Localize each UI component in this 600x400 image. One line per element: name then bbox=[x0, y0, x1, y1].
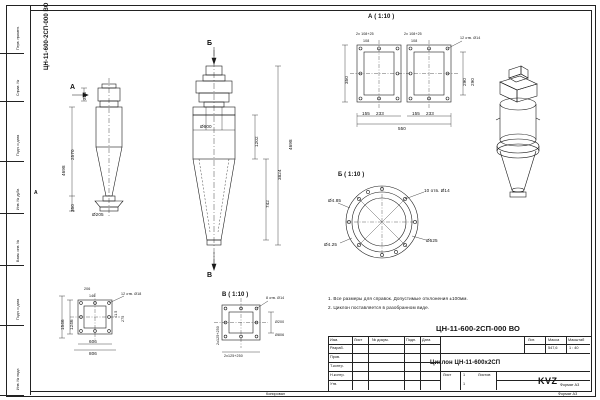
dim-a-290-a: 290 bbox=[462, 78, 467, 86]
sidebar-label-2: Подп. и дата bbox=[16, 134, 20, 156]
dim-main-4698: 4698 bbox=[288, 139, 293, 150]
dim-v-146: 146 bbox=[89, 294, 96, 298]
title-block-drawing-number: ЦН-11-600-2СП-000 ВО bbox=[436, 324, 520, 333]
dim-a-233-left: 233 bbox=[376, 111, 384, 116]
dim-v-1246: 1246 bbox=[69, 319, 74, 330]
tb-line bbox=[440, 371, 590, 372]
tb-sheets-value: 1 bbox=[463, 382, 466, 386]
tb-line bbox=[404, 336, 405, 390]
dim-v-275: 275 bbox=[121, 315, 125, 322]
view-letter-a-arrow: А bbox=[70, 84, 76, 91]
tb-role-tkontr: Т.контр. bbox=[330, 364, 344, 368]
dim-v-12-holes: 12 отв. Ø18 bbox=[121, 292, 142, 296]
tb-col-podp: Подп. bbox=[406, 338, 417, 342]
sidebar-label-3: Инв. № дубл. bbox=[16, 187, 20, 210]
tb-head-masshtab: Масштаб bbox=[568, 338, 585, 342]
tb-line bbox=[328, 380, 440, 381]
tb-line bbox=[440, 353, 590, 354]
dim-v-415: 41.5 bbox=[114, 310, 118, 318]
dim-main-1202: 1202 bbox=[254, 136, 259, 147]
dim-a-155-left: 155 bbox=[362, 111, 370, 116]
dim-v-806: 806 bbox=[89, 351, 97, 356]
dim-vd-2x125-250-bottom: 2х125+250 bbox=[224, 354, 243, 358]
tb-line bbox=[328, 362, 440, 363]
note-line-2: 2. Циклон поставляется в разобранном виде. bbox=[328, 305, 430, 310]
tb-role-prov: Пров. bbox=[330, 355, 341, 359]
dim-vd-d200: Ø200 bbox=[275, 320, 285, 324]
dim-a-550: 550 bbox=[398, 126, 406, 131]
tb-company-logo: KVZ bbox=[538, 376, 558, 386]
dim-main-742: 742 bbox=[265, 200, 270, 208]
view-letter-b-arrow: Б bbox=[207, 40, 213, 47]
tb-head-lit: Лит. bbox=[528, 338, 535, 342]
dim-a-108-left: 108 bbox=[363, 39, 370, 43]
dim-front-4698: 4698 bbox=[61, 165, 66, 176]
dim-b-10-holes: 10 отв. Ø14 bbox=[424, 188, 450, 193]
sheet-copy-label: Копировал bbox=[266, 392, 286, 396]
zone-marker-a-left: А bbox=[34, 190, 38, 196]
dim-front-350: 350 bbox=[70, 204, 75, 212]
dim-b-d485: Ø4.85 bbox=[328, 198, 342, 203]
dim-main-d600: Ø600 bbox=[200, 124, 212, 129]
tb-line bbox=[524, 344, 590, 345]
sidebar-label-1: Справ. № bbox=[16, 79, 20, 96]
tb-format-right: Формат A3 bbox=[560, 383, 580, 387]
tb-line bbox=[368, 336, 369, 390]
tb-col-izm: Изм. bbox=[330, 338, 339, 342]
drawing-title-vertical: ЦН-11-600-2СП-000 ВО bbox=[44, 2, 50, 70]
dim-a-2x108-25-right: 2х 108+25 bbox=[404, 32, 422, 36]
dim-vd-2x125-250-left: 2х125+250 bbox=[216, 326, 220, 345]
tb-role-razrab: Разраб. bbox=[330, 346, 344, 350]
view-a-title: А ( 1:10 ) bbox=[368, 14, 395, 20]
dim-a-108-right: 108 bbox=[411, 39, 418, 43]
dim-a-155-right: 155 bbox=[412, 111, 420, 116]
dim-vd-8-holes: 8 отв. Ø14 bbox=[266, 296, 285, 300]
note-line-1: 1. Все размеры для справок. Допустимые отклонения ±100мм. bbox=[328, 296, 468, 301]
dim-front-d205: Ø205 bbox=[92, 212, 104, 217]
dim-main-3824: 3824 bbox=[277, 169, 282, 180]
dim-v-1546: 1546 bbox=[60, 319, 65, 330]
view-letter-v-arrow: В bbox=[207, 272, 213, 279]
tb-mass-value: 547,6 bbox=[548, 346, 558, 350]
dim-v-206: 206 bbox=[84, 287, 91, 291]
dim-b-d525: Ø525 bbox=[426, 238, 438, 243]
sidebar-label-0: Перв. примен. bbox=[16, 26, 20, 50]
title-block-product-name: Циклон ЦН-11-600х2СП bbox=[430, 360, 501, 366]
sidebar-label-4: Взам. инв. № bbox=[16, 239, 20, 262]
tb-line bbox=[328, 371, 440, 372]
tb-line bbox=[440, 336, 441, 390]
tb-role-utv: Утв. bbox=[330, 382, 338, 386]
tb-col-list: Лист bbox=[354, 338, 363, 342]
tb-line bbox=[460, 371, 461, 390]
tb-role-nkontr: Н.контр. bbox=[330, 373, 345, 377]
view-v-title: В ( 1:10 ) bbox=[222, 292, 249, 298]
view-b-title: Б ( 1:10 ) bbox=[338, 172, 365, 178]
dim-front-228: 228 bbox=[82, 92, 87, 100]
tb-line bbox=[328, 353, 440, 354]
tb-scale-value: 1 : 40 bbox=[569, 346, 579, 350]
sidebar-label-5: Подп. и дата bbox=[16, 298, 20, 320]
tb-line bbox=[352, 336, 353, 390]
dim-vd-d806: Ø806 bbox=[275, 333, 285, 337]
dim-a-2x108-25-left: 2х 108+25 bbox=[356, 32, 374, 36]
sheet-format-label: Формат A3 bbox=[558, 392, 578, 396]
dim-front-2570: 2570 bbox=[70, 149, 75, 160]
tb-sheet-label: Лист bbox=[443, 373, 452, 377]
tb-line bbox=[420, 336, 421, 390]
dim-a-12-holes: 12 отв. Ø14 bbox=[460, 36, 481, 40]
tb-sheet-value: 1 bbox=[463, 373, 466, 377]
dim-a-350: 350 bbox=[344, 76, 349, 84]
tb-head-massa: Масса bbox=[548, 338, 560, 342]
dim-v-606: 606 bbox=[89, 339, 97, 344]
dim-b-d425: Ø4.25 bbox=[324, 242, 338, 247]
tb-col-data: Дата bbox=[422, 338, 431, 342]
tb-sheets-label: Листов bbox=[478, 373, 491, 377]
dim-a-233-right: 233 bbox=[426, 111, 434, 116]
sidebar-label-6: Инв. № подл. bbox=[16, 367, 20, 390]
tb-line bbox=[328, 344, 440, 345]
dim-a-290-b: 290 bbox=[470, 78, 475, 86]
tb-col-docnum: № докум. bbox=[372, 338, 389, 342]
